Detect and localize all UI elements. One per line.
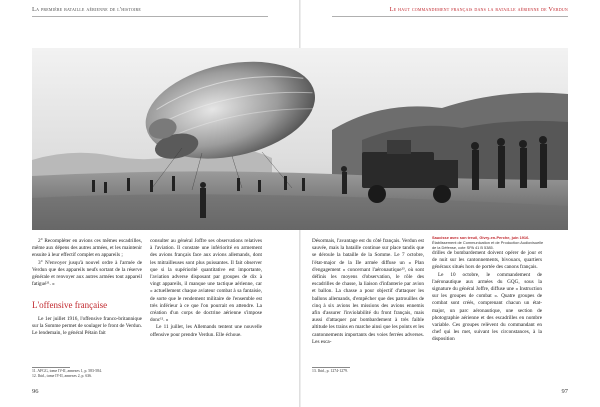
head-rule-left (32, 16, 268, 17)
paragraph: Désormais, l'avantage est du côté français. Verdun est sauvée, mais la bataille continue sur place tandis que se déroule la bataille de la Somme. Le 7 octobre, l'état-major de la IIe armée diffuse un « Plan d'engagement » concernant l'aéronautique¹³, où sont définis les moyens d'observation, le rôle des escadrilles de chasse, la liaison d'infanterie par avion et ballon. La chasse a pour objectif d'attaquer les ballons allemands, d'empêcher que des patrouilles de cinq à six avions les missions des avions ennemis afin d'assurer l'inviolabilité du front français, mais aussi d'attaquer par bombardement à très faible altitude les trains en marche ainsi que les points et les cantonnements importants des voies ferrées adverses. Les esca- (312, 238, 424, 345)
paragraph: consulter au général Joffre ses observations relatives à l'aviation. Il constate une infériorité en armement des avions français face aux avions allemands, dont les mitrailleuses sont plus puissantes. Il fait observer que si la supériorité quantitative est importante, l'aviation adverse disposant par groupes de dix à vingt appareils, il manque une tactique aérienne, car « actuellement chaque aviateur combat à sa fantaisie, de sorte que le rendement militaire de l'ensemble est très inférieur à ce que l'on pourrait en attendre. La création d'un corps de doctrine aérienne s'impose donc¹². » (150, 238, 262, 324)
text-column-1 (32, 238, 142, 288)
footnotes-left (32, 369, 102, 379)
footnotes-right (312, 369, 348, 374)
photo-observation-balloon (32, 48, 568, 230)
text-column-4 (432, 250, 542, 344)
paragraph: Le 11 juillet, les Allemands tentent une nouvelle offensive pour prendre Verdun. Elle échoue. (150, 324, 262, 338)
text-column-2 (150, 238, 262, 339)
running-head-right: Le haut commandement français dans la bataille aérienne de Verdun (389, 6, 568, 13)
footnote: 12. Ibid., tome IV-II, annexes 2, p. 636. (32, 374, 92, 379)
running-head-left: La première bataille aérienne de l'histoire (32, 6, 142, 13)
paragraph: Le 10 octobre, le commandement de l'aéronautique aux armées du GQG, sous la signature du général Joffre, diffuse une « Instruction sur les groupes de combat ». Quatre groupes de combat sont créés, comprenant chacun un état-major, un parc aéronautique, une section de photographie aérienne et des escadrilles en nombre variable. Ces groupes relèvent du commandant en chef qui les met, suivant les circonstances, à la disposition (432, 271, 542, 343)
caption-title: Saucisse avec son treuil, Givry-en-Perche, juin 1916. (432, 235, 530, 240)
caption-body: Établissement de Communication et de Production Audiovisuelle de la Défense, cote SPA 41 B 5385. (432, 239, 544, 250)
page-number-right: 97 (561, 388, 568, 395)
footnote-rule-left (32, 367, 70, 368)
footnote-rule-right (312, 367, 350, 368)
footnote: 11. AFGG, tome IV-II, annexes 1, p. 583-584. (32, 369, 102, 373)
photo-caption (432, 236, 544, 250)
text-column-3 (312, 238, 424, 346)
head-rule-right (332, 16, 568, 17)
footnote: 13. Ibid., p. 1274-1279. (312, 369, 348, 373)
page-number-left: 96 (32, 388, 39, 395)
section-heading: L'offensive française (32, 300, 108, 310)
text-column-1b (32, 316, 142, 338)
photo-balloon-illustration (32, 48, 568, 230)
paragraph: 3° N'envoyer jusqu'à nouvel ordre à l'armée de Verdun que des appareils neufs sortant de la réserve générale et renvoyer aux autres armées tout appareil fatigué¹¹. » (32, 259, 142, 288)
paragraph: drilles de bombardement doivent opérer de jour et de nuit sur les cantonnements, bivouacs, quartiers généraux situés hors de portée des canons français. (432, 250, 542, 271)
paragraph: 2° Recompléter en avions ces mêmes escadrilles, même aux dépens des autres armées, et les maintenir ensuite à leur effectif complet en appareils ; (32, 238, 142, 259)
paragraph: Le 1er juillet 1916, l'offensive franco-britannique sur la Somme permet de soulager le front de Verdun. Le lendemain, le général Pétain fait (32, 316, 142, 337)
